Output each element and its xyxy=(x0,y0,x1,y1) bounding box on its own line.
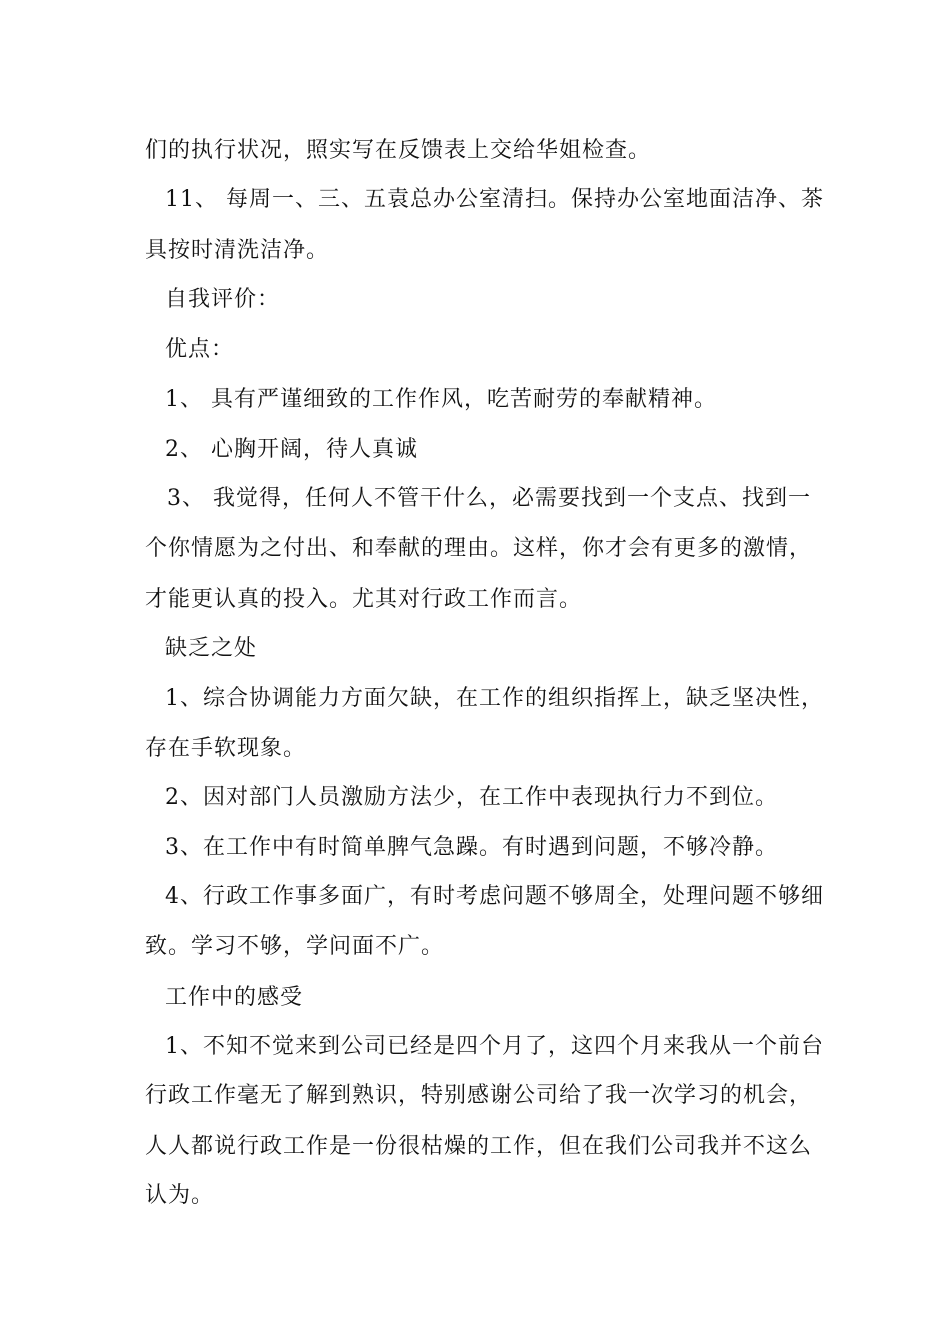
text-line: 认为。 xyxy=(145,1183,215,1208)
text-line: 1、 具有严谨细致的工作作风，吃苦耐劳的奉献精神。 xyxy=(165,387,717,412)
text-line: 个你情愿为之付出、和奉献的理由。这样，你才会有更多的激情， xyxy=(145,536,813,561)
text-line: 存在手软现象。 xyxy=(145,736,307,761)
text-line: 1、综合协调能力方面欠缺，在工作的组织指挥上，缺乏坚决性， xyxy=(165,686,824,711)
text-line: 致。学习不够，学问面不广。 xyxy=(145,934,445,959)
text-line: 3、在工作中有时简单脾气急躁。有时遇到问题，不够冷静。 xyxy=(165,835,778,860)
text-line: 人人都说行政工作是一份很枯燥的工作，但在我们公司我并不这么 xyxy=(145,1134,813,1159)
text-line: 2、 心胸开阔，待人真诚 xyxy=(165,437,418,462)
text-line: 1、不知不觉来到公司已经是四个月了，这四个月来我从一个前台 xyxy=(165,1034,824,1059)
text-line: 行政工作毫无了解到熟识，特别感谢公司给了我一次学习的机会， xyxy=(145,1083,813,1108)
text-line: 才能更认真的投入。尤其对行政工作而言。 xyxy=(145,587,583,612)
text-line: 优点： xyxy=(165,337,235,362)
text-line: 具按时清洗洁净。 xyxy=(145,238,330,263)
text-line: 3、 我觉得，任何人不管干什么，必需要找到一个支点、找到一 xyxy=(167,486,811,511)
text-line: 4、行政工作事多面广，有时考虑问题不够周全，处理问题不够细 xyxy=(165,884,824,909)
text-line: 2、因对部门人员激励方法少，在工作中表现执行力不到位。 xyxy=(165,785,778,810)
text-line: 工作中的感受 xyxy=(165,985,304,1010)
text-line: 缺乏之处 xyxy=(165,636,258,661)
text-line: 11、 每周一、三、五袁总办公室清扫。保持办公室地面洁净、茶 xyxy=(165,187,824,212)
text-line: 自我评价： xyxy=(165,287,281,312)
text-line: 们的执行状况，照实写在反馈表上交给华姐检查。 xyxy=(145,138,652,163)
